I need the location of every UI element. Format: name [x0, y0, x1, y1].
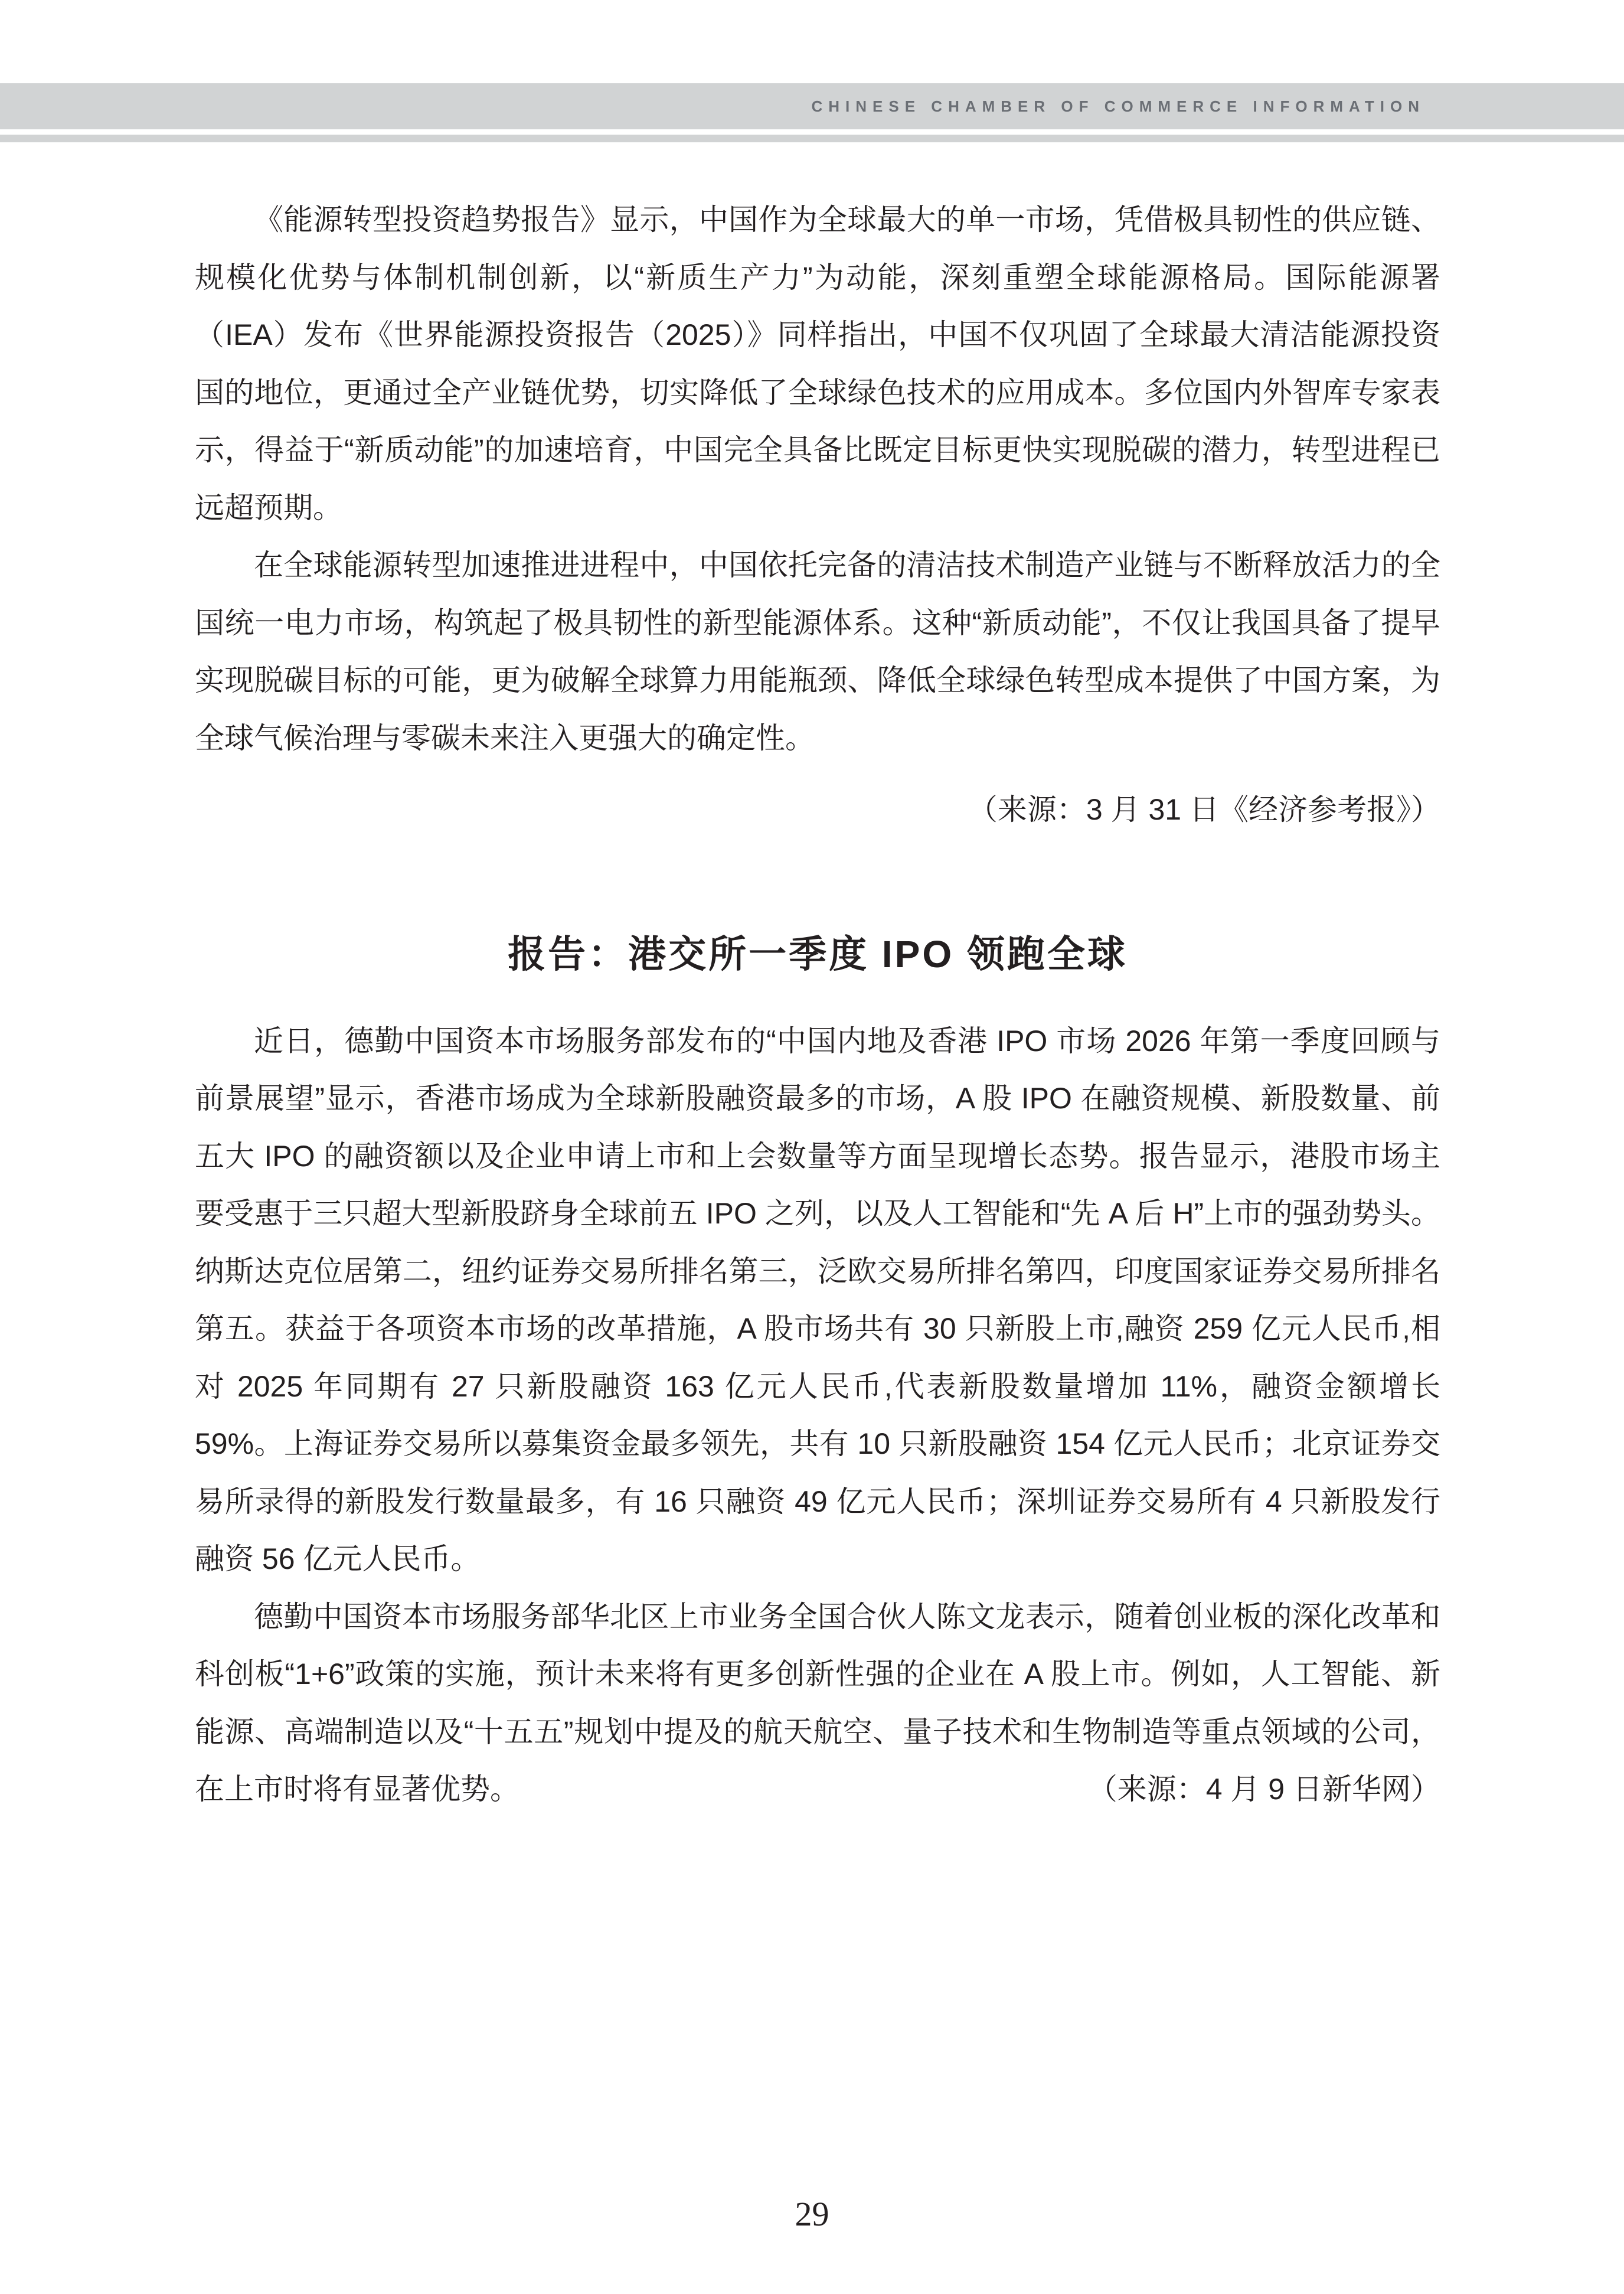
page-number: 29: [795, 2195, 829, 2233]
header-band-thin: [0, 135, 1624, 142]
article1-paragraph-2: 在全球能源转型加速推进进程中，中国依托完备的清洁技术制造产业链与不断释放活力的全国统一电力市场，构筑起了极具韧性的新型能源体系。这种“新质动能”，不仅让我国具备了提早实现脱碳目标的可能，更为破解全球算力用能瓶颈、降低全球绿色转型成本提供了中国方案，为全球气候治理与零碳未来注入更强大的确定性。: [195, 549, 1440, 755]
article2-source: （来源：4 月 9 日新华网）: [1087, 1773, 1440, 1806]
header-banner-text: CHINESE CHAMBER OF COMMERCE INFORMATION: [811, 97, 1425, 115]
article2-title: 报告：港交所一季度 IPO 领跑全球: [508, 932, 1128, 975]
page-content: [195, 191, 1440, 1819]
article1-paragraph-1: 《能源转型投资趋势报告》显示，中国作为全球最大的单一市场，凭借极具韧性的供应链、规模化优势与体制机制创新，以“新质生产力”为动能，深刻重塑全球能源格局。国际能源署（IEA）发布《世界能源投资报告（2025）》同样指出，中国不仅巩固了全球最大清洁能源投资国的地位，更通过全产业链优势，切实降低了全球绿色技术的应用成本。多位国内外智库专家表示，得益于“新质动能”的加速培育，中国完全具备比既定目标更快实现脱碳的潜力，转型进程已远超预期。: [195, 203, 1440, 524]
article1-source: （来源：3 月 31 日《经济参考报》）: [968, 793, 1440, 826]
article2-paragraph-2-text: 德勤中国资本市场服务部华北区上市业务全国合伙人陈文龙表示，随着创业板的深化改革和科创板“1+6”政策的实施，预计未来将有更多创新性强的企业在 A 股上市。例如，人工智能、新能源、高端制造以及“十五五”规划中提及的航天航空、量子技术和生物制造等重点领域的公司，在上市时将有显著优势。: [195, 1600, 1440, 1806]
article2-paragraph-2: [195, 1588, 1440, 1819]
article2-paragraph-1: 近日，德勤中国资本市场服务部发布的“中国内地及香港 IPO 市场 2026 年第一季度回顾与前景展望”显示，香港市场成为全球新股融资最多的市场，A 股 IPO 在融资规模、新股数量、前五大 IPO 的融资额以及企业申请上市和上会数量等方面呈现增长态势。报告显示，港股市场主要受惠于三只超大型新股跻身全球前五 IPO 之列，以及人工智能和“先 A 后 H”上市的强劲势头。纳斯达克位居第二，纽约证券交易所排名第三，泛欧交易所排名第四，印度国家证券交易所排名第五。获益于各项资本市场的改革措施，A 股市场共有 30 只新股上市,融资 259 亿元人民币,相对 2025 年同期有 27 只新股融资 163 亿元人民币,代表新股数量增加 11%，融资金额增长 59%。上海证券交易所以募集资金最多领先，共有 10 只新股融资 154 亿元人民币；北京证券交易所录得的新股发行数量最多，有 16 只融资 49 亿元人民币；深圳证券交易所有 4 只新股发行融资 56 亿元人民币。: [195, 1024, 1440, 1575]
